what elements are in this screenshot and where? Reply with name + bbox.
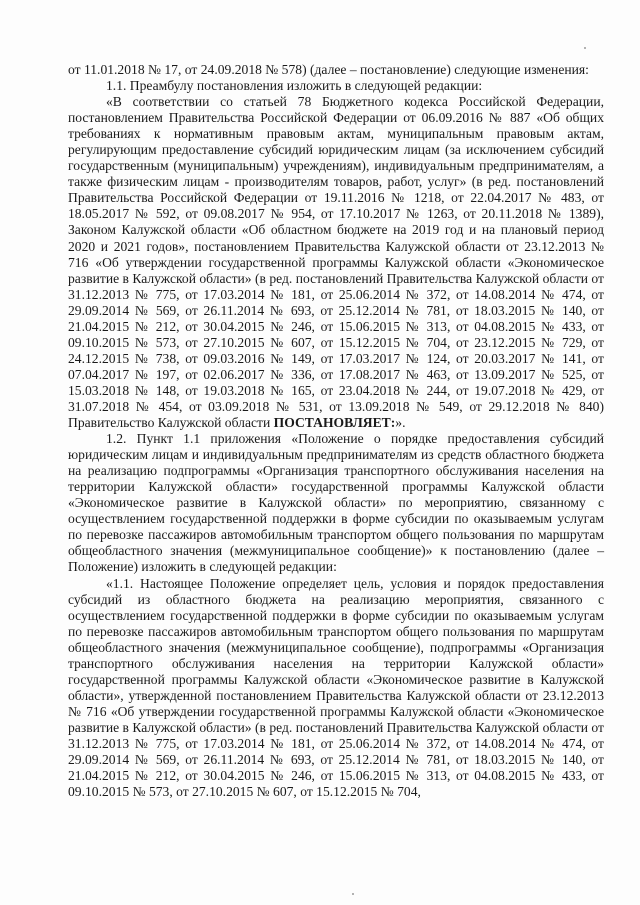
scan-speck — [584, 47, 586, 49]
scan-speck — [352, 893, 354, 895]
item-1-1-paragraph: 1.1. Преамбулу постановления изложить в следующей редакции: — [106, 78, 483, 94]
decree-word: ПОСТАНОВЛЯЕТ: — [273, 415, 396, 431]
item-1-2-paragraph: 1.2. Пункт 1.1 приложения «Положение о порядке предоставления субсидий юридическим лицам и индивидуальным предпринимателям из средств областного бюджета на реализацию подпрограммы «Организация транспортного обслуживания населения на территории Калужской области» государственной программы Калужской области «Экономическое развитие в Калужской области» по мероприятию, связанному с осуществлением государственной поддержки в форме субсидии по оказываемым услугам по перевозке пассажиров автомобильным транспортом общего пользования по маршрутам общеобластного значения (межмуниципальное сообщение)» к постановлению (далее – Положение) изложить в следующей редакции: — [68, 431, 604, 575]
decree-tail: ». — [395, 415, 406, 431]
document-body — [68, 62, 604, 800]
preamble-paragraph — [68, 94, 604, 431]
intro-paragraph: от 11.01.2018 № 17, от 24.09.2018 № 578) (далее – постановление) следующие изменения: — [68, 62, 589, 77]
preamble-text: «В соответствии со статьей 78 Бюджетного кодекса Российской Федерации, постановлением Правительства Российской Федерации от 06.09.2016 № 887 «Об общих требованиях к нормативным правовым актам, муниципальным правовым актам, регулирующим предоставление субсидий юридическим лицам (за исключением субсидий государственным (муниципальным) учреждениям), индивидуальным предпринимателям, а также физическим лицам - производителям товаров, работ, услуг» (в ред. постановлений Правительства Российской Федерации от 19.11.2016 № 1218, от 22.04.2017 № 483, от 18.05.2017 № 592, от 09.08.2017 № 954, от 17.10.2017 № 1263, от 20.11.2018 № 1389), Законом Калужской области «Об областном бюджете на 2019 год и на плановый период 2020 и 2021 годов», постановлением Правительства Калужской области от 23.12.2013 № 716 «Об утверждении государственной программы Калужской области «Экономическое развитие в Калужской области» (в ред. постановлений Правительства Калужской области от 31.12.2013 № 775, от 17.03.2014 № 181, от 25.06.2014 № 372, от 14.08.2014 № 474, от 29.09.2014 № 569, от 26.11.2014 № 693, от 25.12.2014 № 781, от 18.03.2015 № 140, от 21.04.2015 № 212, от 30.04.2015 № 246, от 15.06.2015 № 313, от 04.08.2015 № 433, от 09.10.2015 № 573, от 27.10.2015 № 607, от 15.12.2015 № 704, от 23.12.2015 № 729, от 24.12.2015 № 738, от 09.03.2016 № 149, от 17.03.2017 № 124, от 20.03.2017 № 141, от 07.04.2017 № 197, от 02.06.2017 № 336, от 17.08.2017 № 463, от 13.09.2017 № 525, от 15.03.2018 № 148, от 19.03.2018 № 165, от 23.04.2018 № 244, от 19.07.2018 № 429, от 31.07.2018 № 454, от 03.09.2018 № 531, от 13.09.2018 № 549, от 29.12.2018 № 840) Правительство Калужской области — [68, 94, 604, 431]
item-1-1-quote-paragraph: «1.1. Настоящее Положение определяет цель, условия и порядок предоставления субсидий из областного бюджета на реализацию мероприятия, связанного с осуществлением государственной поддержки в форме субсидии по оказываемым услугам по перевозке пассажиров автомобильным транспортом общего пользования по маршрутам общеобластного значения (межмуниципальное сообщение), подпрограммы «Организация транспортного обслуживания населения на территории Калужской области» государственной программы Калужской области «Экономическое развитие в Калужской области», утвержденной постановлением Правительства Калужской области от 23.12.2013 № 716 «Об утверждении государственной программы Калужской области «Экономическое развитие в Калужской области» (в ред. постановлений Правительства Калужской области от 31.12.2013 № 775, от 17.03.2014 № 181, от 25.06.2014 № 372, от 14.08.2014 № 474, от 29.09.2014 № 569, от 26.11.2014 № 693, от 25.12.2014 № 781, от 18.03.2015 № 140, от 21.04.2015 № 212, от 30.04.2015 № 246, от 15.06.2015 № 313, от 04.08.2015 № 433, от 09.10.2015 № 573, от 27.10.2015 № 607, от 15.12.2015 № 704, — [68, 575, 604, 800]
